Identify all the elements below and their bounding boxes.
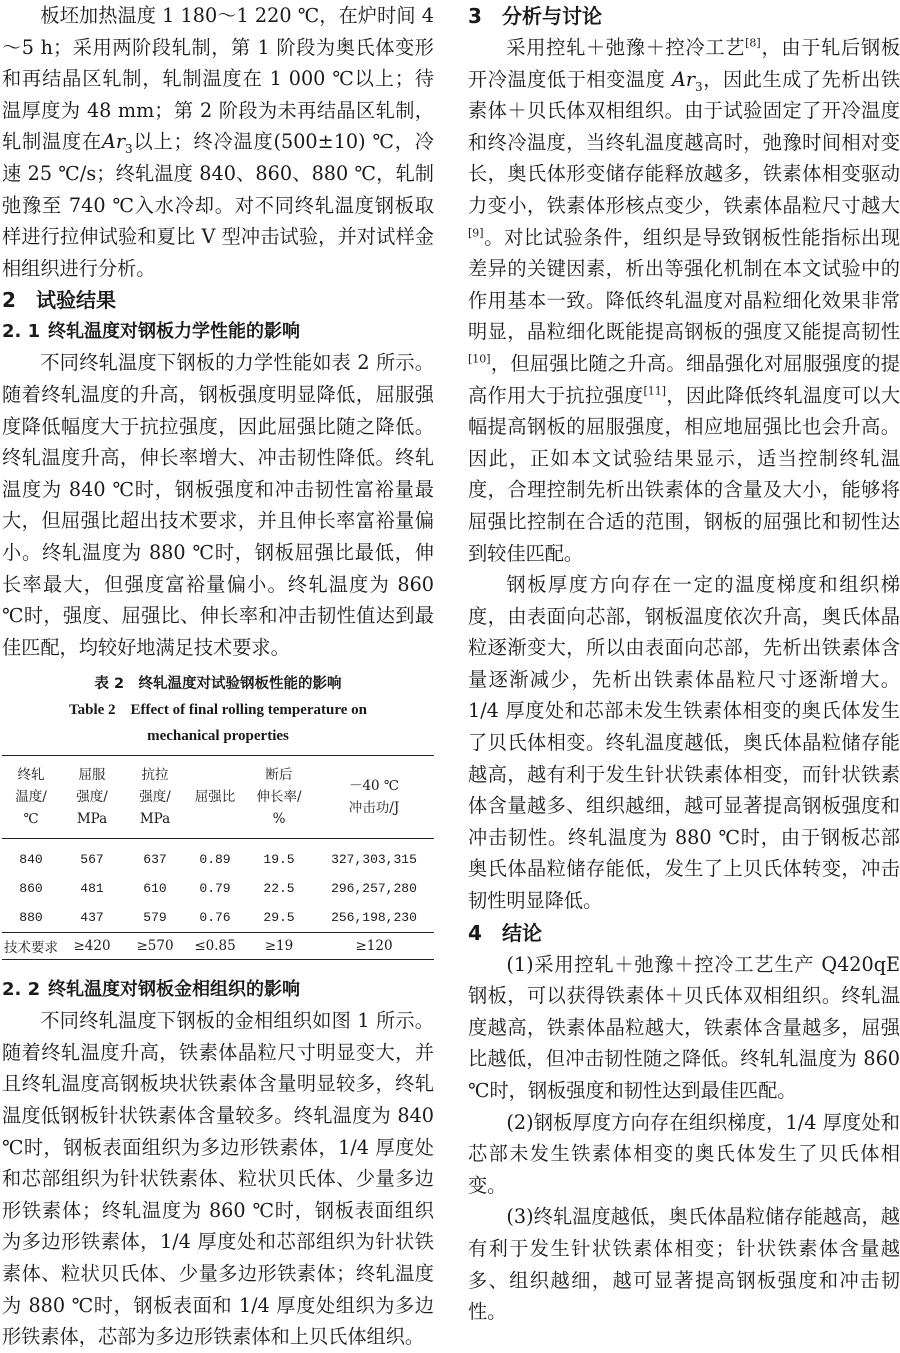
table-2-caption-cn: 表 2 终轧温度对试验钢板性能的影响	[94, 676, 342, 693]
table-body	[2, 839, 434, 960]
table-header-line: %	[272, 811, 286, 828]
table-cell: 0.76	[199, 910, 231, 926]
table-header-cell	[244, 756, 314, 839]
table-cell: 880	[19, 910, 43, 926]
citation-11[interactable]: [11]	[643, 384, 667, 398]
table-header-cell	[60, 756, 124, 839]
table-cell: 637	[143, 852, 167, 868]
table-cell: ≥19	[264, 938, 294, 955]
section-3-heading: 3 分析与讨论	[468, 4, 602, 28]
table-header-line: 屈强比	[194, 789, 236, 806]
table-cell: ≥120	[355, 938, 393, 955]
table-cell: 481	[80, 881, 104, 897]
table-header-line: 抗拉	[141, 767, 169, 784]
experiment-procedure-paragraph: 板坯加热温度 1 180～1 220 ℃，在炉时间 4～5 h；采用两阶段轧制，第 1 阶段为奥氏体变形和再结晶区轧制，轧制温度在 1 000 ℃以上；待温厚度为 48 mm；第 2 阶段为未再结晶区轧制，轧制温度在$Ar_3$以上；终冷温度(500±10) ℃，冷速 25 ℃/s；终轧温度 840、860、880 ℃，轧制弛豫至 740 ℃入水冷却。对不同终轧温度钢板取样进行拉伸试验和夏比 V 型冲击试验，并对试样金相组织进行分析。	[2, 4, 434, 280]
citation-9[interactable]: [9]	[468, 226, 484, 240]
section-2-1-paragraph: 不同终轧温度下钢板的力学性能如表 2 所示。随着终轧温度的升高，钢板强度明显降低，屈服强度降低幅度大于抗拉强度，因此屈强比随之降低。终轧温度升高，伸长率增大、冲击韧性降低。终轧温度为 840 ℃时，钢板强度和冲击韧性富裕量最大，但屈强比超出技术要求，并且伸长率富裕量偏小。终轧温度为 880 ℃时，钢板屈强比最低，伸长率最大，但强度富裕量偏小。终轧温度为 860 ℃时，强度、屈强比、伸长率和冲击韧性值达到最佳匹配，均较好地满足技术要求。	[2, 351, 434, 659]
table-row	[2, 903, 434, 933]
table-cell: 840	[19, 852, 43, 868]
table-cell: 296,257,280	[331, 881, 417, 897]
table-2-caption-en-line2: mechanical properties	[147, 728, 289, 745]
table-header-line: 断后	[265, 767, 293, 784]
table-2-caption-en-line1: Table 2 Effect of final rolling temperature on	[68, 702, 368, 719]
table-row	[2, 839, 434, 875]
table-cell: 22.5	[263, 881, 295, 897]
table-cell: 0.79	[199, 881, 231, 897]
table-cell: 327,303,315	[331, 852, 417, 868]
table-cell: 437	[80, 910, 104, 926]
table-header-cell	[186, 756, 244, 839]
table-2	[2, 755, 434, 960]
table-header-line: 伸长率/	[256, 789, 302, 806]
left-column	[2, 0, 434, 1353]
table-header-line: 温度/	[15, 789, 47, 806]
table-cell: 29.5	[263, 910, 295, 926]
table-cell: 579	[143, 910, 167, 926]
section-4-heading: 4 结论	[468, 920, 542, 945]
section-2-heading: 2 试验结果	[2, 288, 116, 313]
table-header-line: ℃	[23, 811, 39, 828]
table-header-line: 冲击功/J	[348, 800, 400, 817]
conclusion-1: (1)采用控轧＋弛豫＋控冷工艺生产 Q420qE 钢板，可以获得铁素体＋贝氏体双相组织。终轧温度越高，铁素体晶粒越大，铁素体含量越多，屈强比越低，但冲击韧性随之降低。终轧轧温度为 860 ℃时，钢板强度和韧性达到最佳匹配。	[468, 952, 900, 1102]
table-header-row	[2, 756, 434, 839]
table-cell: 567	[80, 852, 104, 868]
table-cell: 0.89	[199, 852, 231, 868]
table-cell: ≥420	[73, 938, 111, 955]
table-header-line: －40 ℃	[348, 778, 400, 795]
section-3-paragraph-2: 钢板厚度方向存在一定的温度梯度和组织梯度，由表面向芯部，钢板温度依次升高，奥氏体晶粒逐渐变大，所以由表面向芯部，先析出铁素体含量逐渐减少，先析出铁素体晶粒尺寸逐渐增大。1/4 厚度处和芯部未发生铁素体相变的奥氏体发生了贝氏体相变。终轧温度越低，奥氏体晶粒储存能越高，越有利于发生针状铁素体相变，而针状铁素体含量越多、组织越细，越可显著提高钢板强度和冲击韧性。终轧温度为 880 ℃时，由于钢板芯部奥氏体晶粒储存能低，发生了上贝氏体转变，冲击韧性明显降低。	[468, 573, 900, 913]
section-3-paragraph-1: 采用控轧＋弛豫＋控冷工艺[8]，由于轧后钢板开冷温度低于相变温度 $Ar_3$，因此生成了先析出铁素体＋贝氏体双相组织。由于试验固定了开冷温度和终冷温度，当终轧温度越高时，弛豫时间相对变长，奥氏体形变储存能释放越多，铁素体相变驱动力变小，铁素体形核点变少，铁素体晶粒尺寸越大[9]。对比试验条件，组织是导致钢板性能指标出现差异的关键因素，析出等强化机制在本文试验中的作用基本一致。降低终轧温度对晶粒细化效果非常明显，晶粒细化既能提高钢板的强度又能提高韧性[10]，但屈强比随之升高。细晶强化对屈服强度的提高作用大于抗拉强度[11]，因此降低终轧温度可以大幅提高钢板的屈服强度，相应地屈强比也会升高。因此，正如本文试验结果显示，适当控制终轧温度，合理控制先析出铁素体的含量及大小，能够将屈强比控制在合适的范围，钢板的屈强比和韧性达到较佳匹配。	[468, 36, 900, 565]
table-header-line: 屈服	[78, 767, 106, 784]
table-cell: 技术要求	[4, 940, 58, 957]
table-header-cell	[2, 756, 60, 839]
table-cell: 256,198,230	[331, 910, 417, 926]
table-cell: 860	[19, 881, 43, 897]
table-cell: ≥570	[136, 938, 174, 955]
table-header-line: 强度/	[139, 789, 171, 806]
conclusion-2: (2)钢板厚度方向存在组织梯度，1/4 厚度处和芯部未发生铁素体相变的奥氏体发生了贝氏体相变。	[468, 1110, 900, 1197]
table-requirement-row	[2, 933, 434, 960]
table-header-line: MPa	[139, 811, 171, 828]
table-header-cell	[124, 756, 186, 839]
section-2-1-heading: 2. 1 终轧温度对钢板力学性能的影响	[2, 321, 300, 343]
section-2-2-paragraph: 不同终轧温度下钢板的金相组织如图 1 所示。随着终轧温度升高，铁素体晶粒尺寸明显变大，并且终轧温度高钢板块状铁素体含量明显较多，终轧温度低钢板针状铁素体含量较多。终轧温度为 840 ℃时，钢板表面组织为多边形铁素体，1/4 厚度处和芯部组织为针状铁素体、粒状贝氏体、少量多边形铁素体；终轧温度为 860 ℃时，钢板表面组织为多边形铁素体，1/4 厚度处和芯部组织为针状铁素体、粒状贝氏体、少量多边形铁素体；终轧温度为 880 ℃时，钢板表面和 1/4 厚度处组织为多边形铁素体，芯部为多边形铁素体和上贝氏体组织。	[2, 1009, 434, 1349]
citation-10[interactable]: [10]	[468, 352, 491, 366]
section-2-2-heading: 2. 2 终轧温度对钢板金相组织的影响	[2, 979, 300, 1001]
citation-8[interactable]: [8]	[745, 36, 761, 50]
table-header-cell	[314, 756, 434, 839]
right-column	[468, 0, 900, 1328]
table-header-line: MPa	[76, 811, 108, 828]
table-cell: 610	[143, 881, 167, 897]
table-header-line: 强度/	[76, 789, 108, 806]
table-header-line: 终轧	[17, 767, 45, 784]
table-row	[2, 874, 434, 903]
table-cell: ≤0.85	[194, 938, 236, 955]
table-cell: 19.5	[263, 852, 295, 868]
conclusion-3: (3)终轧温度越低，奥氏体晶粒储存能越高，越有利于发生针状铁素体相变；针状铁素体含量越多、组织越细，越可显著提高钢板强度和冲击韧性。	[468, 1205, 900, 1324]
